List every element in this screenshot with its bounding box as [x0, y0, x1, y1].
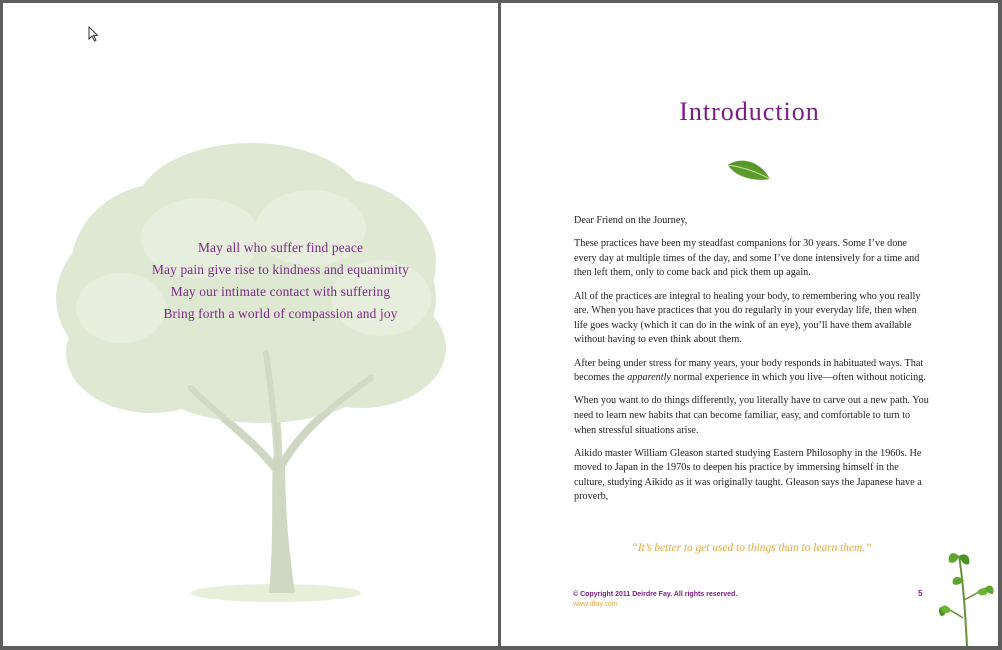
tree-illustration — [41, 138, 451, 608]
paragraph: These practices have been my steadfast companions for 30 years. Some I’ve done every day at multiple times of the day, and some I’ve done intensively for a time and then left them, only to come back and pick them up again. — [574, 238, 920, 279]
emphasis: apparently — [627, 372, 671, 384]
page-number: 5 — [918, 589, 923, 598]
paragraph: When you want to do things differently, you literally have to carve out a new path. You need to learn new habits that can become familiar, easy, and comfortable to turn to when stressful situations arise. — [574, 395, 929, 436]
proverb-quote: “It’s better to get used to things than to learn them.” — [631, 542, 872, 554]
poem-line: May our intimate contact with suffering — [170, 284, 391, 299]
paragraph — [574, 357, 929, 386]
paragraph: All of the practices are integral to healing your body, to remembering who you really are. When you have practices that you do regularly in your everyday life, then when life goes wacky (which it can do in the wink of an eye), you’ll have them available without having to even think about them. — [574, 290, 921, 346]
chapter-title: Introduction — [679, 97, 820, 126]
sprout-icon — [937, 548, 997, 646]
paragraph-text: normal experience in which you live—often without noticing. — [670, 372, 926, 384]
poem-line: May all who suffer find peace — [197, 240, 364, 255]
website-link[interactable]: www.dfay.com — [573, 601, 618, 608]
leaf-icon — [725, 157, 773, 185]
body-text — [574, 214, 929, 514]
poem-line: Bring forth a world of compassion and joy — [163, 306, 398, 321]
salutation: Dear Friend on the Journey, — [574, 215, 688, 226]
left-page — [3, 3, 498, 646]
poem-line: May pain give rise to kindness and equanimity — [151, 262, 410, 277]
copyright-notice: © Copyright 2011 Deirdre Fay. All rights reserved. — [573, 591, 738, 598]
paragraph-text: After being under stress for many years, your body responds in habituated ways. That becomes the — [574, 357, 924, 384]
right-page — [501, 3, 998, 646]
poem — [3, 237, 498, 325]
mouse-pointer-icon — [88, 26, 100, 42]
paragraph: Aikido master William Gleason started studying Eastern Philosophy in the 1960s. He moved to Japan in the 1970s to deepen his practice by immersing himself in the culture, studying Aikido as it was originally taught. Gleason says the Japanese have a proverb, — [574, 447, 922, 503]
